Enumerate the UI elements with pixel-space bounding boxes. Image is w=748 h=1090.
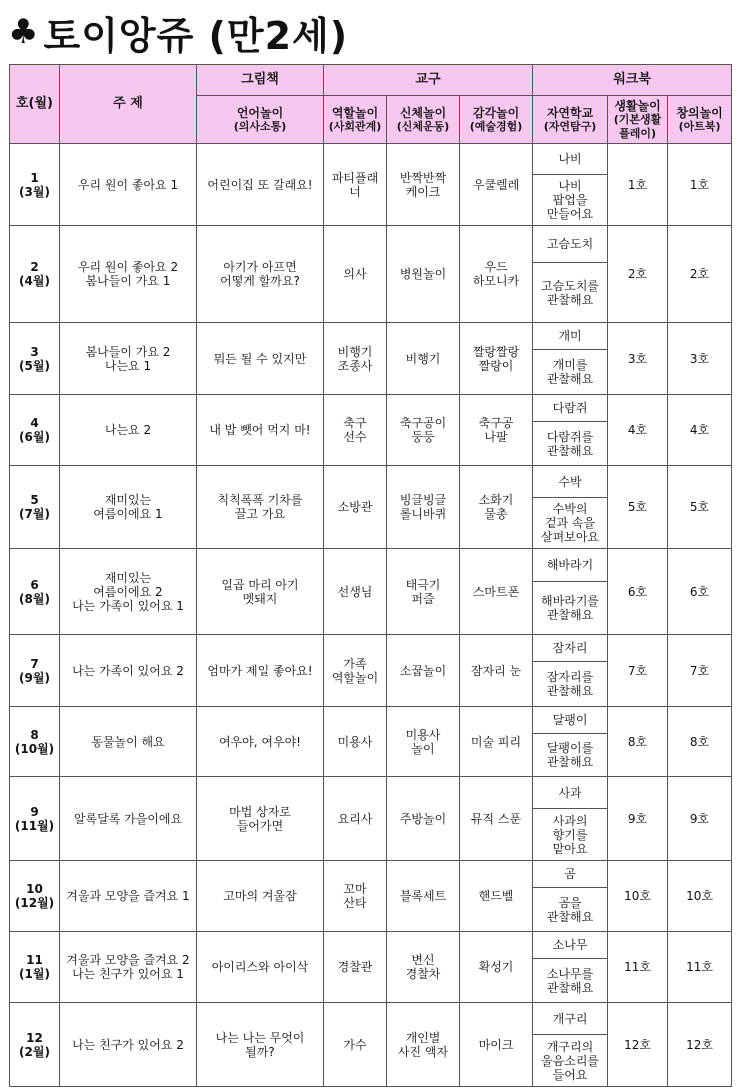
row-number: 9 (11월)	[10, 777, 60, 861]
row-life-play: 6호	[608, 549, 668, 635]
header-book-group: 그림책	[197, 65, 324, 96]
row-body-play: 축구공이 둥둥	[387, 395, 460, 466]
table-row	[10, 323, 732, 350]
row-book: 여우야, 여우야!	[197, 707, 324, 777]
row-topic: 알록달록 가을이에요	[60, 777, 197, 861]
row-art-play: 1호	[668, 144, 732, 226]
header-sub-paren: (의사소통)	[233, 119, 287, 133]
row-role-play: 가수	[324, 1003, 387, 1087]
row-sense-play: 핸드벨	[460, 861, 533, 932]
row-art-play: 10호	[668, 861, 732, 932]
row-nature-b: 달팽이를 관찰해요	[533, 734, 608, 777]
row-number: 2 (4월)	[10, 226, 60, 323]
row-role-play: 선생님	[324, 549, 387, 635]
row-topic: 나는 가족이 있어요 2	[60, 635, 197, 707]
row-role-play: 가족 역할놀이	[324, 635, 387, 707]
row-life-play: 9호	[608, 777, 668, 861]
row-sense-play: 확성기	[460, 932, 533, 1003]
row-number: 1 (3월)	[10, 144, 60, 226]
header-sub-paren: (신체운동)	[396, 119, 450, 133]
row-life-play: 2호	[608, 226, 668, 323]
row-body-play: 주방놀이	[387, 777, 460, 861]
row-art-play: 5호	[668, 466, 732, 549]
row-sense-play: 짤랑짤랑 짤랑이	[460, 323, 533, 395]
table-row	[10, 707, 732, 734]
row-life-play: 12호	[608, 1003, 668, 1087]
row-nature-a: 해바라기	[533, 549, 608, 582]
table-row	[10, 549, 732, 582]
table-row	[10, 395, 732, 422]
header-sub-4	[533, 96, 608, 144]
row-book: 고마의 겨울잠	[197, 861, 324, 932]
row-art-play: 4호	[668, 395, 732, 466]
header-sub-5	[608, 96, 668, 144]
row-sense-play: 스마트폰	[460, 549, 533, 635]
row-life-play: 7호	[608, 635, 668, 707]
row-nature-a: 고슴도치	[533, 226, 608, 263]
table-row	[10, 932, 732, 959]
table-row	[10, 777, 732, 809]
club-suit-icon: ♣	[8, 12, 40, 52]
header-sub-0	[197, 96, 324, 144]
row-sense-play: 우쿨렐레	[460, 144, 533, 226]
row-nature-b: 해바라기를 관찰해요	[533, 582, 608, 635]
row-number: 11 (1월)	[10, 932, 60, 1003]
row-nature-b: 고슴도치를 관찰해요	[533, 263, 608, 323]
header-sub-6	[668, 96, 732, 144]
row-book: 내 밥 뺏어 먹지 마!	[197, 395, 324, 466]
header-sub-paren: (아트북)	[678, 119, 721, 133]
row-body-play: 블록세트	[387, 861, 460, 932]
row-role-play: 미용사	[324, 707, 387, 777]
row-body-play: 비행기	[387, 323, 460, 395]
page-title-text: 토이앙쥬 (만2세)	[43, 13, 349, 58]
header-sub-main: 신체놀이	[399, 105, 447, 120]
row-life-play: 11호	[608, 932, 668, 1003]
row-nature-b: 소나무를 관찰해요	[533, 959, 608, 1003]
row-nature-b: 잠자리를 관찰해요	[533, 662, 608, 707]
row-sense-play: 축구공 나팔	[460, 395, 533, 466]
row-art-play: 8호	[668, 707, 732, 777]
row-life-play: 8호	[608, 707, 668, 777]
row-life-play: 3호	[608, 323, 668, 395]
header-workbook-group: 워크북	[533, 65, 732, 96]
row-number: 12 (2월)	[10, 1003, 60, 1087]
row-nature-a: 사과	[533, 777, 608, 809]
row-life-play: 5호	[608, 466, 668, 549]
header-sub-3	[460, 96, 533, 144]
row-life-play: 10호	[608, 861, 668, 932]
row-nature-a: 개미	[533, 323, 608, 350]
row-topic: 겨울과 모양을 즐겨요 1	[60, 861, 197, 932]
row-sense-play: 뮤직 스푼	[460, 777, 533, 861]
row-number: 6 (8월)	[10, 549, 60, 635]
header-sub-paren: (자연탐구)	[543, 119, 597, 133]
row-nature-b: 수박의 겉과 속을 살펴보아요	[533, 498, 608, 549]
row-sense-play: 마이크	[460, 1003, 533, 1087]
row-art-play: 3호	[668, 323, 732, 395]
header-topic: 주 제	[60, 65, 197, 144]
row-body-play: 변신 경찰차	[387, 932, 460, 1003]
row-nature-b: 곰을 관찰해요	[533, 888, 608, 932]
row-life-play: 4호	[608, 395, 668, 466]
row-nature-a: 나비	[533, 144, 608, 175]
row-book: 일곱 마리 아기 멧돼지	[197, 549, 324, 635]
header-sub-main: 감각놀이	[472, 105, 520, 120]
row-role-play: 소방관	[324, 466, 387, 549]
row-number: 4 (6월)	[10, 395, 60, 466]
row-body-play: 개인별 사진 액자	[387, 1003, 460, 1087]
header-sub-2	[387, 96, 460, 144]
row-role-play: 축구 선수	[324, 395, 387, 466]
row-nature-a: 수박	[533, 466, 608, 498]
row-role-play: 경찰관	[324, 932, 387, 1003]
row-role-play: 요리사	[324, 777, 387, 861]
row-sense-play: 우드 하모니카	[460, 226, 533, 323]
header-tool-group: 교구	[324, 65, 533, 96]
row-sense-play: 잠자리 눈	[460, 635, 533, 707]
header-sub-main: 자연학교	[546, 105, 594, 120]
row-topic: 재미있는 여름이에요 1	[60, 466, 197, 549]
row-book: 마법 상자로 들어가면	[197, 777, 324, 861]
row-topic: 우리 원이 좋아요 2 봄나들이 가요 1	[60, 226, 197, 323]
row-nature-a: 다람쥐	[533, 395, 608, 422]
row-book: 엄마가 제일 좋아요!	[197, 635, 324, 707]
table-row	[10, 1003, 732, 1035]
row-body-play: 소꿉놀이	[387, 635, 460, 707]
table-row	[10, 466, 732, 498]
row-number: 8 (10월)	[10, 707, 60, 777]
curriculum-table	[9, 64, 732, 1087]
table-row	[10, 226, 732, 263]
row-art-play: 12호	[668, 1003, 732, 1087]
row-book: 뭐든 될 수 있지만	[197, 323, 324, 395]
row-body-play: 태극기 퍼즐	[387, 549, 460, 635]
header-no: 호(월)	[10, 65, 60, 144]
row-topic: 재미있는 여름이에요 2 나는 가족이 있어요 1	[60, 549, 197, 635]
row-book: 나는 나는 무엇이 될까?	[197, 1003, 324, 1087]
row-role-play: 꼬마 산타	[324, 861, 387, 932]
header-sub-main: 창의놀이	[676, 105, 723, 120]
row-role-play: 비행기 조종사	[324, 323, 387, 395]
row-nature-b: 나비 팝업을 만들어요	[533, 175, 608, 226]
row-number: 7 (9월)	[10, 635, 60, 707]
table-row	[10, 861, 732, 888]
row-life-play: 1호	[608, 144, 668, 226]
row-nature-a: 달팽이	[533, 707, 608, 734]
row-art-play: 6호	[668, 549, 732, 635]
row-book: 아이리스와 아이삭	[197, 932, 324, 1003]
row-art-play: 11호	[668, 932, 732, 1003]
row-topic: 나는 친구가 있어요 2	[60, 1003, 197, 1087]
row-nature-a: 개구리	[533, 1003, 608, 1035]
row-topic: 봄나들이 가요 2 나는요 1	[60, 323, 197, 395]
row-body-play: 병원놀이	[387, 226, 460, 323]
table-row	[10, 635, 732, 662]
row-nature-a: 소나무	[533, 932, 608, 959]
row-number: 5 (7월)	[10, 466, 60, 549]
row-nature-a: 잠자리	[533, 635, 608, 662]
row-number: 10 (12월)	[10, 861, 60, 932]
table-row	[10, 144, 732, 175]
page-title	[8, 6, 348, 58]
row-book: 아기가 아프면 어떻게 할까요?	[197, 226, 324, 323]
row-role-play: 파티플래 너	[324, 144, 387, 226]
row-body-play: 빙글빙글 롤니바퀴	[387, 466, 460, 549]
row-book: 칙칙폭폭 기차를 끌고 가요	[197, 466, 324, 549]
row-topic: 겨울과 모양을 즐겨요 2 나는 친구가 있어요 1	[60, 932, 197, 1003]
header-sub-1	[324, 96, 387, 144]
row-book: 어린이집 또 갈래요!	[197, 144, 324, 226]
row-sense-play: 소화기 물총	[460, 466, 533, 549]
row-topic: 나는요 2	[60, 395, 197, 466]
header-sub-main: 언어놀이	[236, 105, 284, 120]
row-nature-b: 개미를 관찰해요	[533, 350, 608, 395]
header-sub-paren: (사회관계)	[328, 119, 382, 133]
row-body-play: 미용사 놀이	[387, 707, 460, 777]
row-art-play: 2호	[668, 226, 732, 323]
header-sub-paren: (기본생활 플레이)	[613, 112, 662, 140]
header-sub-paren: (예술경험)	[469, 119, 523, 133]
row-topic: 우리 원이 좋아요 1	[60, 144, 197, 226]
row-nature-a: 곰	[533, 861, 608, 888]
row-nature-b: 사과의 향기를 맡아요	[533, 809, 608, 861]
row-number: 3 (5월)	[10, 323, 60, 395]
row-nature-b: 개구리의 울음소리를 들어요	[533, 1035, 608, 1087]
row-role-play: 의사	[324, 226, 387, 323]
row-topic: 동물놀이 해요	[60, 707, 197, 777]
header-sub-main: 역할놀이	[331, 105, 379, 120]
row-sense-play: 미술 피리	[460, 707, 533, 777]
row-body-play: 반짝반짝 케이크	[387, 144, 460, 226]
row-nature-b: 다람쥐를 관찰해요	[533, 422, 608, 466]
row-art-play: 9호	[668, 777, 732, 861]
row-art-play: 7호	[668, 635, 732, 707]
header-sub-main: 생활놀이	[614, 98, 661, 113]
